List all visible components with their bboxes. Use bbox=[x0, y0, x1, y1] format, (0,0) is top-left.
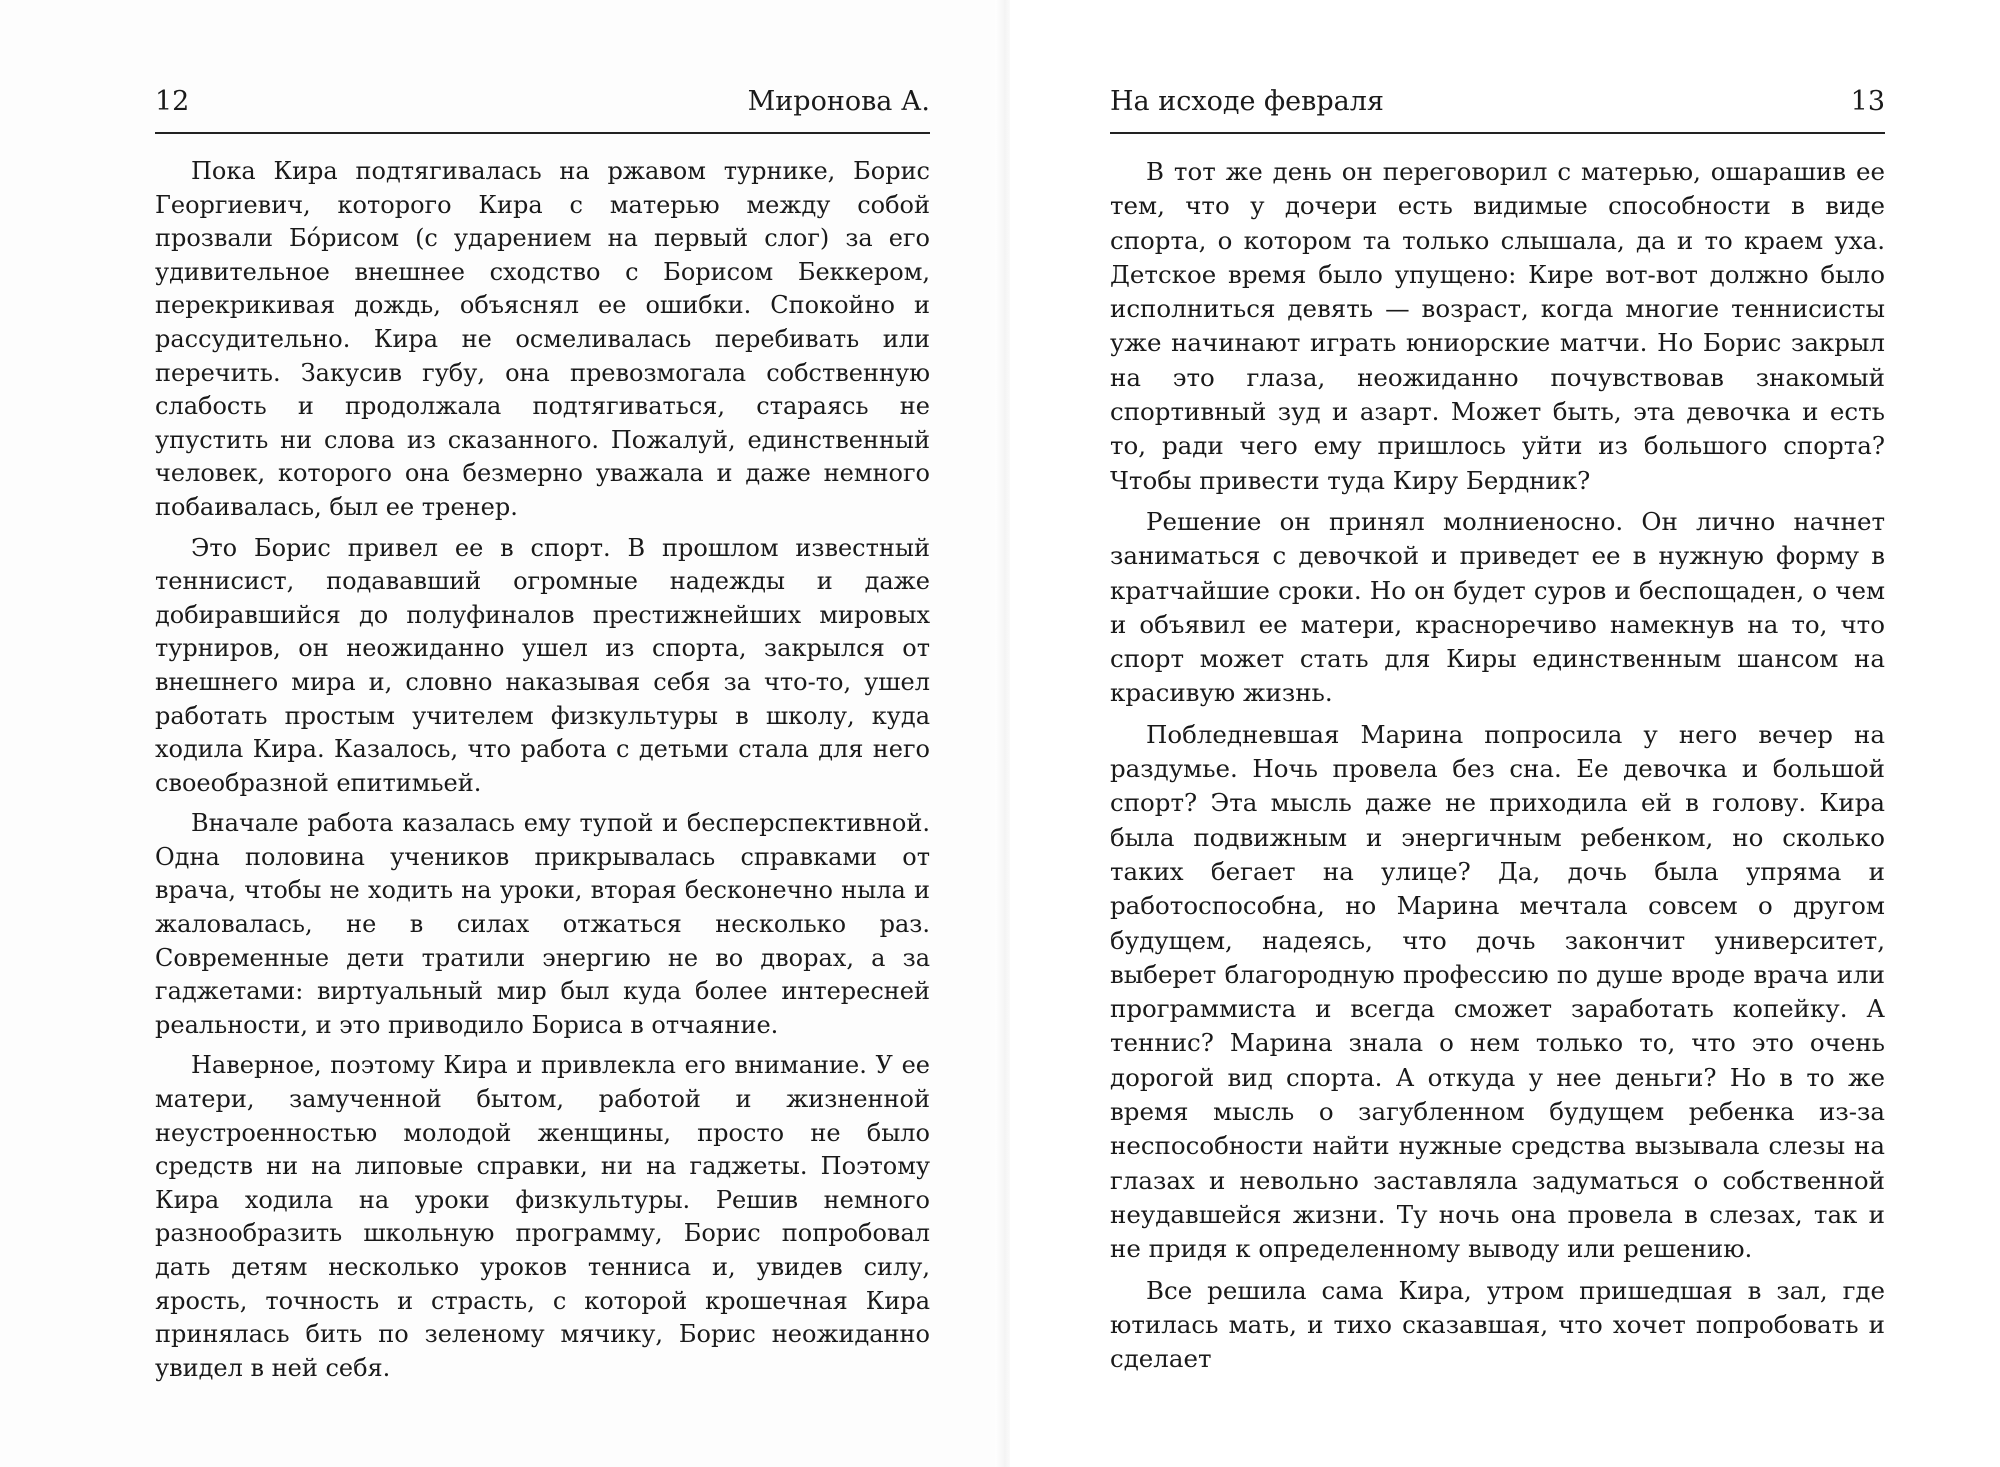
paragraph: Вначале работа казалась ему тупой и бесперспективной. Одна половина учеников прикрывалась справками от врача, чтобы не ходить на уроки, вторая бесконечно ныла и жаловалась, не в силах отжаться несколько раз. Современные дети тратили энергию не во дворах, а за гаджетами: виртуальный мир был куда более интересней реальности, и это приводило Бориса в отчаяние. bbox=[155, 809, 930, 1039]
page-number: 13 bbox=[1850, 86, 1885, 117]
left-page-header bbox=[155, 82, 930, 122]
paragraph: Решение он принял молниеносно. Он лично начнет заниматься с девочкой и приведет ее в нужную форму в кратчайшие сроки. Но он будет суров и беспощаден, о чем и объявил ее матери, красноречиво намекнув на то, что спорт может стать для Киры единственным шансом на красивую жизнь. bbox=[1110, 506, 1885, 708]
right-page-header bbox=[1110, 82, 1885, 122]
paragraph: Это Борис привел ее в спорт. В прошлом известный теннисист, подававший огромные надежды и даже добиравшийся до полуфиналов престижнейших мировых турниров, он неожиданно ушел из спорта, закрылся от внешнего мира и, словно наказывая себя за что-то, ушел работать простым учителем физкультуры в школу, куда ходила Кира. Казалось, что работа с детьми стала для него своеобразной епитимьей. bbox=[155, 533, 930, 797]
left-page-body bbox=[155, 155, 930, 1392]
header-rule bbox=[1110, 132, 1885, 134]
paragraph: Пока Кира подтягивалась на ржавом турнике, Борис Георгиевич, которого Кира с матерью между собой прозвали Бо́рисом (с ударением на первый слог) за его удивительное внешнее сходство с Борисом Беккером, перекрикивая дождь, объяснял ее ошибки. Спокойно и рассудительно. Кира не осмеливалась перебивать или перечить. Закусив губу, она превозмогала собственную слабость и продолжала подтягиваться, стараясь не упустить ни слова из сказанного. Пожалуй, единственный человек, которого она безмерно уважала и даже немного побаивалась, был ее тренер. bbox=[155, 157, 930, 521]
paragraph: Наверное, поэтому Кира и привлекла его внимание. У ее матери, замученной бытом, работой и жизненной неустроенностью молодой женщины, просто не было средств ни на липовые справки, ни на гаджеты. Поэтому Кира ходила на уроки физкультуры. Решив немного разнообразить школьную программу, Борис попробовал дать детям несколько уроков тенниса и, увидев силу, ярость, точность и страсть, с которой крошечная Кира принялась бить по зеленому мячику, Борис неожиданно увидел в ней себя. bbox=[155, 1051, 930, 1382]
header-rule bbox=[155, 132, 930, 134]
right-page-body bbox=[1110, 155, 1885, 1383]
paragraph: Все решила сама Кира, утром пришедшая в зал, где ютилась мать, и тихо сказавшая, что хочет попробовать и сделает bbox=[1110, 1275, 1885, 1374]
paragraph: В тот же день он переговорил с матерью, ошарашив ее тем, что у дочери есть видимые способности в виде спорта, о котором та только слышала, да и то краем уха. Детское время было упущено: Кире вот-вот должно было исполниться девять — возраст, когда многие теннисисты уже начинают играть юниорские матчи. Но Борис закрыл на это глаза, неожиданно почувствовав знакомый спортивный зуд и азарт. Может быть, эта девочка и есть то, ради чего ему пришлось уйти из большого спорта? Чтобы привести туда Киру Бердник? bbox=[1110, 157, 1885, 495]
running-head-author: Миронова А. bbox=[747, 86, 930, 117]
right-page bbox=[1010, 0, 2000, 1467]
running-head-title: На исходе февраля bbox=[1110, 86, 1384, 117]
paragraph: Побледневшая Марина попросила у него вечер на раздумье. Ночь провела без сна. Ее девочка и большой спорт? Эта мысль даже не приходила ей в голову. Кира была подвижным и энергичным ребенком, но сколько таких бегает на улице? Да, дочь была упряма и работоспособна, но Марина мечтала совсем о другом будущем, надеясь, что дочь закончит университет, выберет благородную профессию по душе вроде врача или программиста и всегда сможет заработать копейку. А теннис? Марина знала о нем только то, что это очень дорогой вид спорта. А откуда у нее деньги? Но в то же время мысль о загубленном будущем ребенка из-за неспособности найти нужные средства вызывала слезы на глазах и невольно заставляла задуматься о собственной неудавшейся жизни. Ту ночь она провела в слезах, так и не придя к определенному выводу или решению. bbox=[1110, 719, 1885, 1264]
page-number: 12 bbox=[155, 86, 190, 117]
